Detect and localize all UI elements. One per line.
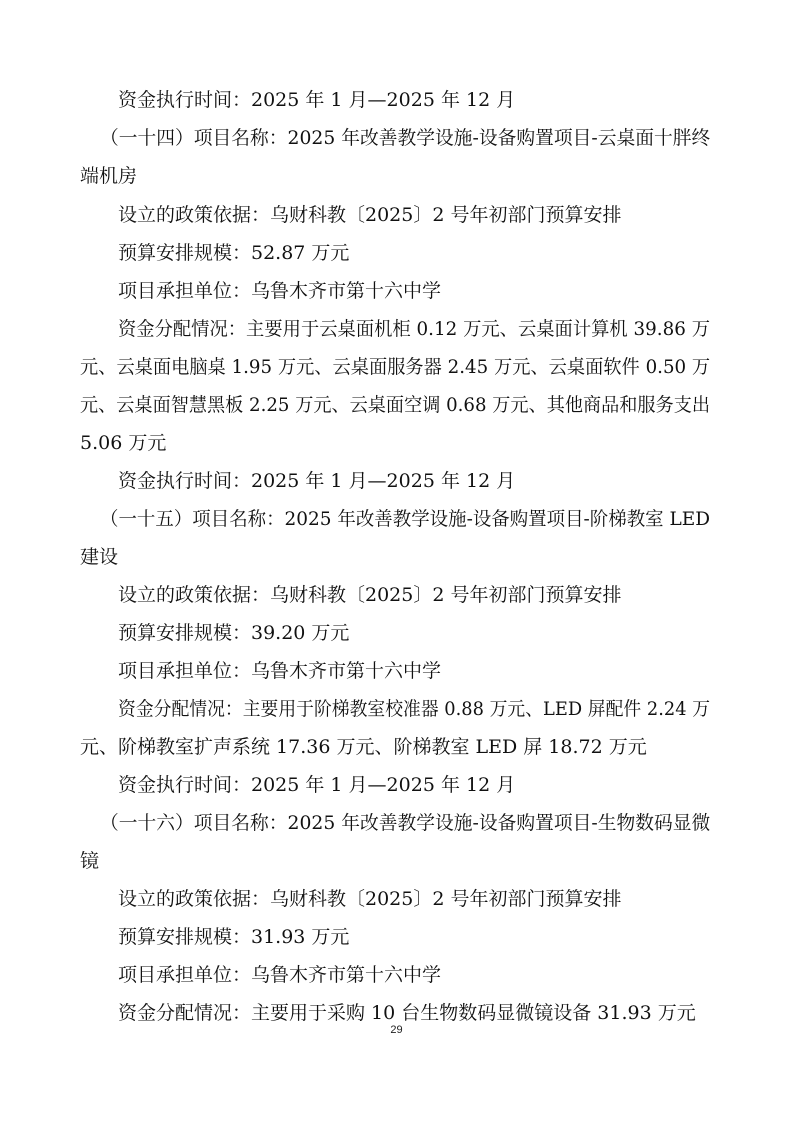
policy-basis: 设立的政策依据：乌财科教〔2025〕2 号年初部门预算安排 — [118, 888, 622, 910]
fund-allocation: 资金分配情况：主要用于阶梯教室校准器 0.88 万元、LED 屏配件 2.24 万 — [118, 698, 710, 720]
responsible-unit: 项目承担单位：乌鲁木齐市第十六中学 — [118, 964, 442, 986]
fund-allocation-line: 5.06 万元 — [80, 432, 167, 454]
budget-scale: 预算安排规模：31.93 万元 — [118, 926, 350, 948]
budget-scale: 预算安排规模：39.20 万元 — [118, 622, 350, 644]
project-title-continued: 镜 — [80, 850, 100, 872]
project-title: （一十五）项目名称：2025 年改善教学设施-设备购置项目-阶梯教室 LED — [100, 508, 710, 530]
fund-allocation-line: 元、云桌面电脑桌 1.95 万元、云桌面服务器 2.45 万元、云桌面软件 0.50 万 — [80, 356, 711, 378]
project-title-continued: 端机房 — [80, 165, 138, 187]
page-number: 29 — [390, 1024, 403, 1036]
fund-allocation: 资金分配情况：主要用于采购 10 台生物数码显微镜设备 31.93 万元 — [118, 1002, 696, 1024]
execution-time: 资金执行时间：2025 年 1 月—2025 年 12 月 — [118, 470, 516, 492]
project-title-continued: 建设 — [80, 546, 119, 568]
fund-allocation: 资金分配情况：主要用于云桌面机柜 0.12 万元、云桌面计算机 39.86 万 — [118, 318, 710, 340]
project-title: （一十四）项目名称：2025 年改善教学设施-设备购置项目-云桌面十胖终 — [100, 127, 711, 149]
responsible-unit: 项目承担单位：乌鲁木齐市第十六中学 — [118, 280, 442, 302]
execution-time: 资金执行时间：2025 年 1 月—2025 年 12 月 — [118, 89, 516, 111]
budget-scale: 预算安排规模：52.87 万元 — [118, 242, 350, 264]
responsible-unit: 项目承担单位：乌鲁木齐市第十六中学 — [118, 660, 442, 682]
fund-allocation-line: 元、云桌面智慧黑板 2.25 万元、云桌面空调 0.68 万元、其他商品和服务支出 — [80, 394, 710, 416]
policy-basis: 设立的政策依据：乌财科教〔2025〕2 号年初部门预算安排 — [118, 204, 622, 226]
fund-allocation-line: 元、阶梯教室扩声系统 17.36 万元、阶梯教室 LED 屏 18.72 万元 — [80, 736, 647, 758]
execution-time: 资金执行时间：2025 年 1 月—2025 年 12 月 — [118, 774, 516, 796]
project-title: （一十六）项目名称：2025 年改善教学设施-设备购置项目-生物数码显微 — [100, 812, 711, 834]
policy-basis: 设立的政策依据：乌财科教〔2025〕2 号年初部门预算安排 — [118, 584, 622, 606]
